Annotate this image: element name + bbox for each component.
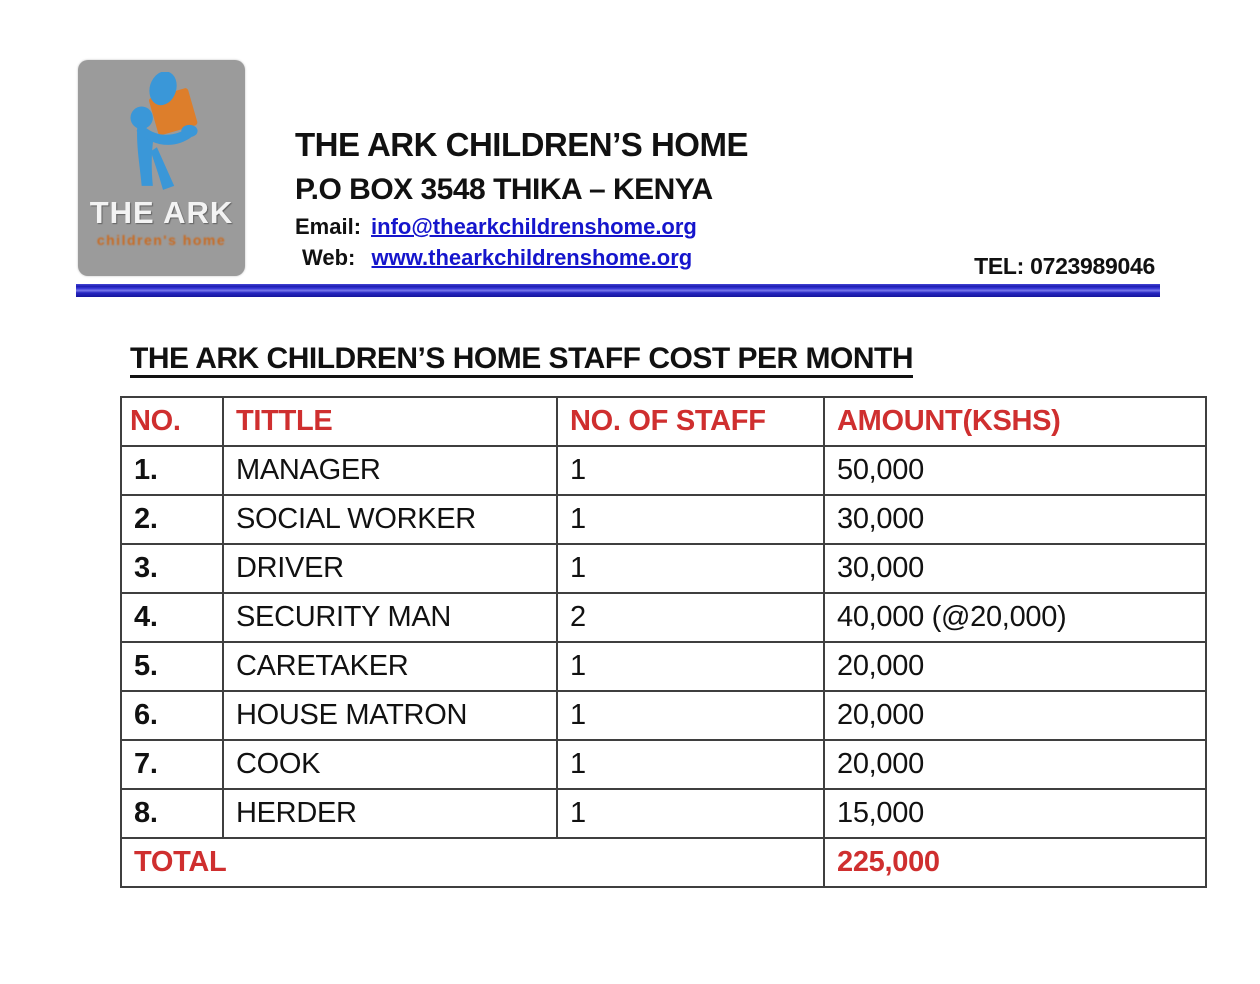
cell-staff: 1 [557, 544, 824, 593]
cell-title: CARETAKER [223, 642, 557, 691]
cell-staff: 1 [557, 740, 824, 789]
cell-amount: 30,000 [824, 495, 1206, 544]
cell-no: 1. [121, 446, 223, 495]
cell-amount: 40,000 (@20,000) [824, 593, 1206, 642]
org-name: THE ARK CHILDREN’S HOME [295, 126, 748, 163]
table-row [121, 691, 1206, 740]
table-row [121, 789, 1206, 838]
cell-amount: 30,000 [824, 544, 1206, 593]
cell-no: 2. [121, 495, 223, 544]
table-row [121, 446, 1206, 495]
email-line [295, 214, 748, 240]
col-header-no: NO. [121, 397, 223, 446]
col-header-staff: NO. OF STAFF [557, 397, 824, 446]
cell-no: 4. [121, 593, 223, 642]
org-logo [78, 60, 245, 276]
web-link[interactable]: www.thearkchildrenshome.org [371, 244, 693, 270]
cell-staff: 1 [557, 495, 824, 544]
cell-no: 3. [121, 544, 223, 593]
col-header-title: TITTLE [223, 397, 557, 446]
cell-title: HERDER [223, 789, 557, 838]
cell-staff: 1 [557, 642, 824, 691]
cell-no: 8. [121, 789, 223, 838]
cell-staff: 1 [557, 789, 824, 838]
col-header-amount: AMOUNT(KSHS) [824, 397, 1206, 446]
cell-staff: 2 [557, 593, 824, 642]
web-line [295, 245, 748, 271]
table-row [121, 593, 1206, 642]
cell-title: SOCIAL WORKER [223, 495, 557, 544]
letterhead-divider [76, 284, 1160, 297]
org-address: P.O BOX 3548 THIKA – KENYA [295, 172, 713, 206]
cell-staff: 1 [557, 446, 824, 495]
staff-cost-table [120, 396, 1207, 888]
email-label: Email: [295, 214, 362, 240]
cell-title: SECURITY MAN [223, 593, 557, 642]
cell-no: 5. [121, 642, 223, 691]
cell-amount: 20,000 [824, 740, 1206, 789]
ark-figure-icon [106, 72, 218, 196]
logo-subtitle: children's home [96, 232, 227, 248]
table-row [121, 642, 1206, 691]
table-header-row [121, 397, 1206, 446]
cell-no: 6. [121, 691, 223, 740]
telephone: TEL: 0723989046 [974, 253, 1155, 279]
table-row [121, 544, 1206, 593]
cell-amount: 50,000 [824, 446, 1206, 495]
table-row [121, 495, 1206, 544]
web-label: Web: [302, 244, 356, 270]
cell-title: MANAGER [223, 446, 557, 495]
cell-amount: 20,000 [824, 691, 1206, 740]
letterhead [295, 126, 748, 271]
logo-title: THE ARK [89, 195, 234, 230]
cell-title: COOK [223, 740, 557, 789]
cell-title: DRIVER [223, 544, 557, 593]
table-row [121, 740, 1206, 789]
cell-no: 7. [121, 740, 223, 789]
total-amount: 225,000 [824, 838, 1206, 887]
total-label: TOTAL [121, 838, 824, 887]
table-total-row [121, 838, 1206, 887]
cell-amount: 20,000 [824, 642, 1206, 691]
cell-amount: 15,000 [824, 789, 1206, 838]
cell-staff: 1 [557, 691, 824, 740]
page-title: THE ARK CHILDREN’S HOME STAFF COST PER MONTH [130, 342, 913, 375]
email-link[interactable]: info@thearkchildrenshome.org [371, 214, 697, 240]
cell-title: HOUSE MATRON [223, 691, 557, 740]
